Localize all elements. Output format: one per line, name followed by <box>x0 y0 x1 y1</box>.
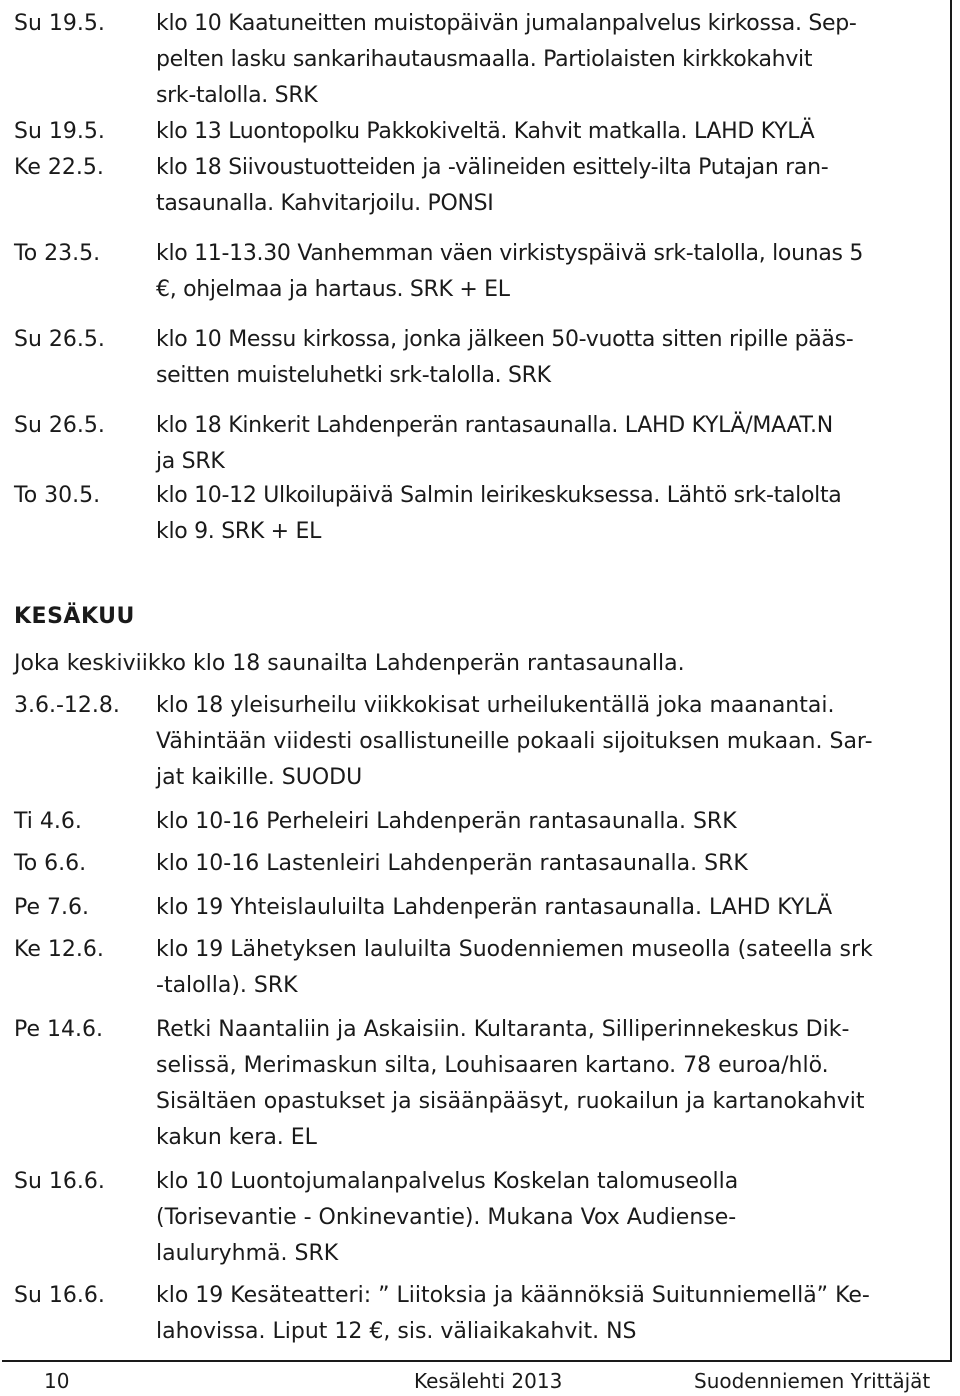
event-description <box>156 150 944 222</box>
event-row <box>14 804 944 840</box>
event-row <box>14 846 944 882</box>
event-description-line: ja SRK <box>156 449 225 474</box>
event-description-line: seitten muisteluhetki srk-talolla. SRK <box>156 363 551 388</box>
event-date: Su 19.5. <box>14 11 105 36</box>
event-description-line: Retki Naantaliin ja Askaisiin. Kultaranta, Silliperinnekeskus Dik- <box>156 1017 850 1042</box>
event-date: To 6.6. <box>14 851 87 876</box>
event-date: Su 16.6. <box>14 1283 105 1308</box>
event-description-line: klo 19 Lähetyksen lauluilta Suodenniemen museolla (sateella srk <box>156 937 873 962</box>
event-row <box>14 150 944 222</box>
event-description-line: klo 9. SRK + EL <box>156 519 322 544</box>
event-row <box>14 6 944 114</box>
event-description-line: klo 19 Yhteislauluilta Lahdenperän rantasaunalla. LAHD KYLÄ <box>156 895 833 920</box>
event-description-line: pelten lasku sankarihautausmaalla. Partiolaisten kirkkokahvit <box>156 47 813 72</box>
event-row <box>14 114 944 150</box>
event-description <box>156 408 944 480</box>
event-date: Su 16.6. <box>14 1169 105 1194</box>
event-description-line: (Torisevantie - Onkinevantie). Mukana Vox Audiense- <box>156 1205 737 1230</box>
event-description-line: klo 18 Kinkerit Lahdenperän rantasaunalla. LAHD KYLÄ/MAAT.N <box>156 413 833 438</box>
event-date: Pe 14.6. <box>14 1017 103 1042</box>
event-description-line: lahovissa. Liput 12 €, sis. väliaikakahvit. NS <box>156 1319 637 1344</box>
event-description-line: klo 13 Luontopolku Pakkokiveltä. Kahvit matkalla. LAHD KYLÄ <box>156 119 815 144</box>
event-row <box>14 408 944 480</box>
event-description-line: klo 10-16 Lastenleiri Lahdenperän rantasaunalla. SRK <box>156 851 748 876</box>
event-row <box>14 322 944 394</box>
event-date: Ke 12.6. <box>14 937 104 962</box>
event-description-line: klo 10 Kaatuneitten muistopäivän jumalanpalvelus kirkossa. Sep- <box>156 11 857 36</box>
event-description-line: Sisältäen opastukset ja sisäänpääsyt, ruokailun ja kartanokahvit <box>156 1089 865 1114</box>
event-description <box>156 478 944 550</box>
event-description-line: jat kaikille. SUODU <box>156 765 363 790</box>
event-description-line: klo 11-13.30 Vanhemman väen virkistyspäivä srk-talolla, lounas 5 <box>156 241 864 266</box>
event-description <box>156 804 944 840</box>
footer-publication: Kesälehti 2013 <box>414 1369 563 1393</box>
event-date: 3.6.-12.8. <box>14 693 120 718</box>
event-description-line: selissä, Merimaskun silta, Louhisaaren kartano. 78 euroa/hlö. <box>156 1053 829 1078</box>
section-heading-kesakuu: KESÄKUU <box>14 604 135 629</box>
event-row <box>14 688 944 796</box>
footer-organization: Suodenniemen Yrittäjät <box>694 1369 931 1393</box>
event-description-line: Vähintään viidesti osallistuneille pokaali sijoituksen mukaan. Sar- <box>156 729 873 754</box>
event-row <box>14 1164 944 1272</box>
event-description-line: €, ohjelmaa ja hartaus. SRK + EL <box>156 277 510 302</box>
event-date: Su 26.5. <box>14 413 105 438</box>
event-row <box>14 890 944 926</box>
event-description-line: kakun kera. EL <box>156 1125 317 1150</box>
section-intro: Joka keskiviikko klo 18 saunailta Lahdenperän rantasaunalla. <box>14 651 685 676</box>
event-date: Su 19.5. <box>14 119 105 144</box>
event-row <box>14 236 944 308</box>
event-description-line: klo 10-16 Perheleiri Lahdenperän rantasaunalla. SRK <box>156 809 737 834</box>
event-description <box>156 846 944 882</box>
event-date: To 30.5. <box>14 483 101 508</box>
event-description <box>156 932 944 1004</box>
event-date: Su 26.5. <box>14 327 105 352</box>
event-description-line: klo 10-12 Ulkoilupäivä Salmin leirikeskuksessa. Lähtö srk-talolta <box>156 483 842 508</box>
event-row <box>14 478 944 550</box>
event-description-line: tasaunalla. Kahvitarjoilu. PONSI <box>156 191 494 216</box>
event-date: To 23.5. <box>14 241 101 266</box>
event-description-line: srk-talolla. SRK <box>156 83 318 108</box>
event-description <box>156 1012 944 1156</box>
event-description-line: klo 18 yleisurheilu viikkokisat urheilukentällä joka maanantai. <box>156 693 835 718</box>
event-date: Ke 22.5. <box>14 155 104 180</box>
event-description <box>156 1278 944 1350</box>
event-description-line: klo 19 Kesäteatteri: ” Liitoksia ja käännöksiä Suitunniemellä” Ke- <box>156 1283 870 1308</box>
event-description <box>156 114 944 150</box>
event-description <box>156 322 944 394</box>
event-row <box>14 932 944 1004</box>
event-row <box>14 1278 944 1350</box>
event-description <box>156 890 944 926</box>
footer-page-number: 10 <box>44 1369 70 1393</box>
event-description <box>156 688 944 796</box>
event-description-line: -talolla). SRK <box>156 973 298 998</box>
event-description <box>156 236 944 308</box>
event-date: Ti 4.6. <box>14 809 82 834</box>
event-description-line: klo 10 Luontojumalanpalvelus Koskelan talomuseolla <box>156 1169 739 1194</box>
event-description-line: klo 18 Siivoustuotteiden ja -välineiden esittely-ilta Putajan ran- <box>156 155 829 180</box>
event-description <box>156 6 944 114</box>
event-description-line: lauluryhmä. SRK <box>156 1241 339 1266</box>
event-row <box>14 1012 944 1156</box>
event-date: Pe 7.6. <box>14 895 89 920</box>
event-description-line: klo 10 Messu kirkossa, jonka jälkeen 50-vuotta sitten ripille pääs- <box>156 327 854 352</box>
event-description <box>156 1164 944 1272</box>
